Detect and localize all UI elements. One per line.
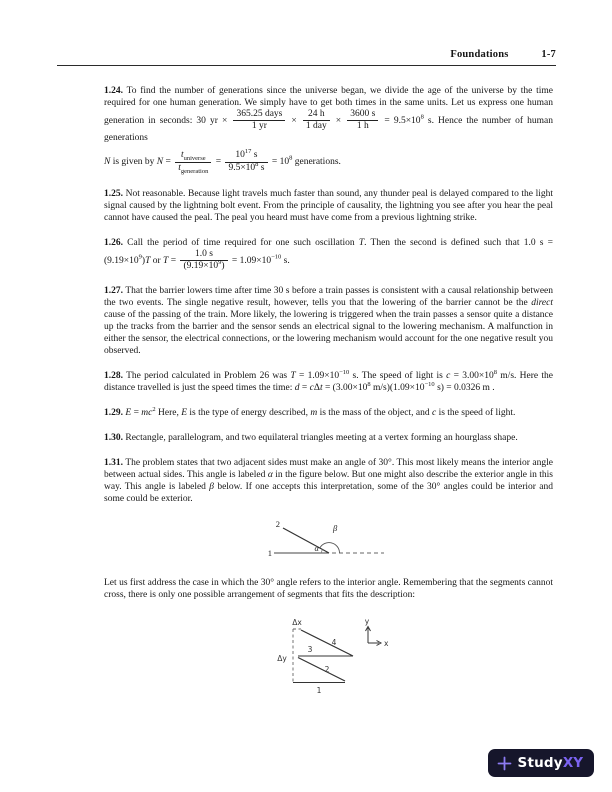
segment1-label: 1 (267, 548, 272, 559)
text-segment: 9.5×10 (228, 162, 256, 173)
text-segment: is the speed of light. (436, 408, 516, 419)
text-segment: t (180, 150, 184, 161)
text-segment: = 1.09×10 (295, 371, 340, 382)
text-segment: is given by (110, 157, 157, 168)
text-segment: 1.25. (104, 188, 123, 199)
text-segment: mc (141, 408, 153, 419)
text-segment: = (168, 255, 179, 266)
text-segment: To find the number of generations since the universe began, we divide the age of the universe by the time required for one human generation. We simply have to get both times in the same units. Let us express one human generation in seconds: 30 yr × (104, 86, 553, 126)
text-segment: = 9.5×10 (380, 115, 421, 126)
text-segment: s. The speed of light is (349, 371, 447, 382)
text-segment: 2 (152, 406, 156, 414)
text-segment: Let us first address the case in which the 30° angle refers to the interior angle. Remembering that the segments cannot cross, there is only one possible arrangement of segments that fits the description: (104, 578, 553, 601)
text-segment: generation (180, 167, 209, 175)
plus-icon (497, 756, 512, 771)
text-segment: = (213, 157, 224, 168)
text-segment: = (131, 408, 142, 419)
fraction (347, 109, 378, 132)
text-segment: 1 yr (251, 121, 267, 132)
text-segment: = 3.00×10 (450, 371, 494, 382)
delta-y-label: Δy (276, 654, 287, 664)
problem-1-30 (104, 432, 553, 444)
text-segment: = (163, 157, 174, 168)
text-segment: T (358, 237, 365, 248)
text-segment: 1.0 s (195, 248, 213, 259)
text-segment: s. (281, 255, 290, 266)
text-segment: = (299, 383, 310, 394)
text-segment: = 10 (269, 157, 290, 168)
text-segment: 1.31. (104, 458, 123, 469)
page-content (104, 85, 553, 704)
text-segment: 1 day (305, 121, 327, 132)
text-segment: c (431, 408, 437, 419)
text-segment: × (287, 115, 301, 126)
text-segment: ) (221, 261, 225, 272)
alpha-arc (321, 550, 322, 554)
text-segment: Not reasonable. Because light travels much faster than sound, any thunder peal is delayed compared to the light signal caused by the lightning bolt event. From the principle of causality, the lightning you see after you hear the peal cannot have caused the peal. The peal you heard must have come from a previous lightning strike. (104, 188, 553, 223)
text-segment: E (125, 408, 132, 419)
text-segment: N (104, 157, 111, 168)
problem-1-26 (104, 237, 553, 272)
text-segment: is the type of energy described, (187, 408, 311, 419)
text-segment: m/s)(1.09×10 (370, 383, 425, 394)
beta-label: β (333, 523, 338, 534)
interior-angle-paragraph (104, 577, 553, 601)
text-segment: Here, (155, 408, 182, 419)
zigzag-diagram (268, 614, 390, 699)
problem-1-29 (104, 407, 553, 419)
text-segment: direct (531, 298, 553, 309)
text-segment: 1.30. (104, 433, 123, 444)
text-segment: 1.24. (104, 86, 123, 96)
text-segment: is the mass of the object, and (317, 408, 432, 419)
header-section-title: Foundations (450, 49, 509, 60)
text-segment: s (251, 150, 258, 161)
text-segment: 1.29. (104, 408, 123, 419)
fraction (225, 150, 267, 173)
text-segment: T (145, 255, 151, 266)
text-segment: c (309, 383, 314, 394)
text-segment: Rectangle, parallelogram, and two equilateral triangles meeting at a vertex forming an hourglass shape. (123, 433, 518, 444)
segment2-label: 2 (275, 519, 280, 530)
text-segment: = (3.00×10 (322, 383, 368, 394)
text-segment: E (181, 408, 188, 419)
text-segment: T (290, 371, 296, 382)
text-segment: Δ (313, 383, 320, 394)
text-segment: below. If one accepts this interpretation, some of the 30° angles could be interior and some could be exterior. (104, 482, 554, 505)
text-segment: α (267, 470, 273, 481)
text-segment: 1 h (356, 121, 369, 132)
text-segment: m (310, 408, 318, 419)
text-segment: The problem states that two adjacent sides must make an angle of 30°. This most likely means the interior angle between actual sides. This angle is labeled (104, 458, 553, 481)
text-segment: 9 (138, 253, 142, 261)
fraction (180, 249, 227, 272)
text-segment: N (156, 157, 164, 168)
text-segment: t (178, 162, 181, 173)
text-segment: cause of the passing of the train. More likely, the lowering is triggered when the train passes a sensor quite a distance up the tracks from the barrier and the sensor sends an electrical signal to the lowering mechanism. A malfunction in either the sensor, the electrical connections, or the lowering mechanism would account for the one negative result you observed. (104, 310, 553, 357)
text-segment: 1.26. (104, 237, 123, 248)
text-segment: Call the period of time required for one such oscillation (123, 237, 359, 248)
segment2-label: 2 (324, 665, 329, 675)
text-segment: s (258, 162, 265, 173)
text-segment: 1.27. (104, 286, 123, 297)
text-segment: 17 (244, 148, 252, 156)
fraction (175, 150, 211, 173)
problem-1-24-formula (104, 150, 553, 173)
text-segment: or (150, 255, 164, 266)
beta-arc (320, 543, 340, 553)
x-axis-label: x (383, 639, 388, 649)
text-segment: in the figure below. But one might also describe the exterior angle in this way. This angle is labeled (104, 470, 553, 493)
text-segment: × (331, 115, 346, 126)
logo-study-text: Study (517, 755, 563, 771)
text-segment: universe (183, 155, 206, 163)
delta-x-label: Δx (291, 618, 302, 628)
text-segment: t (319, 383, 323, 394)
text-segment: c (446, 371, 451, 382)
problem-1-27 (104, 285, 553, 357)
studyxy-logo (488, 749, 594, 777)
text-segment: 8 (289, 155, 293, 163)
problem-1-31 (104, 457, 553, 505)
text-segment: T (163, 255, 169, 266)
header-page-number: 1-7 (541, 49, 556, 60)
text-segment: 8 (255, 160, 259, 168)
text-segment: 3600 s (350, 109, 376, 119)
text-segment: s) = 0.0326 m . (434, 383, 495, 394)
figure-zigzag-arrangement (104, 614, 553, 704)
text-segment: m/s. Here the distance travelled is just the speed times the time: (104, 371, 553, 394)
problem-1-24 (104, 85, 553, 144)
logo-xy-text: XY (562, 755, 583, 771)
page-header (57, 49, 556, 66)
text-segment: d (294, 383, 300, 394)
text-segment: That the barrier lowers time after time 30 s before a train passes is consistent with a causal relationship between the two events. The single negative result, however, tells you that the lowering of the barrier cannot be the (104, 286, 553, 309)
figure-interior-exterior-angle (104, 518, 553, 567)
text-segment: −10 (339, 369, 350, 377)
text-segment: ) (141, 255, 146, 266)
problem-1-28 (104, 370, 553, 394)
text-segment: . Then the second is defined such that 1.0 s = (9.19×10 (104, 237, 553, 266)
text-segment: 10 (235, 150, 245, 161)
y-axis-label: y (364, 617, 369, 627)
text-segment: 1.28. (104, 371, 123, 382)
text-segment: 8 (367, 381, 371, 389)
text-segment: The period calculated in Problem 26 was (123, 371, 291, 382)
segment3-label: 3 (307, 645, 312, 655)
text-segment: −10 (424, 381, 435, 389)
text-segment: 365.25 days (236, 109, 283, 119)
problem-1-25 (104, 188, 553, 224)
text-segment: 9 (218, 258, 222, 266)
text-segment: = 1.09×10 (229, 255, 272, 266)
text-segment: generations. (292, 157, 341, 168)
segment4-label: 4 (331, 638, 336, 648)
segment1-label: 1 (316, 686, 321, 696)
text-segment: −10 (271, 253, 282, 261)
fraction (303, 109, 330, 132)
text-segment: 8 (420, 113, 424, 121)
text-segment: s. Hence the number of human generations (104, 115, 553, 144)
text-segment: 24 h (307, 109, 325, 119)
fraction (233, 109, 285, 132)
text-segment: β (209, 482, 214, 493)
alpha-label: α (314, 543, 319, 554)
text-segment: (9.19×10 (183, 261, 219, 272)
logo-brand-text (518, 755, 583, 771)
angle-diagram (266, 518, 391, 562)
text-segment: 8 (493, 369, 498, 377)
